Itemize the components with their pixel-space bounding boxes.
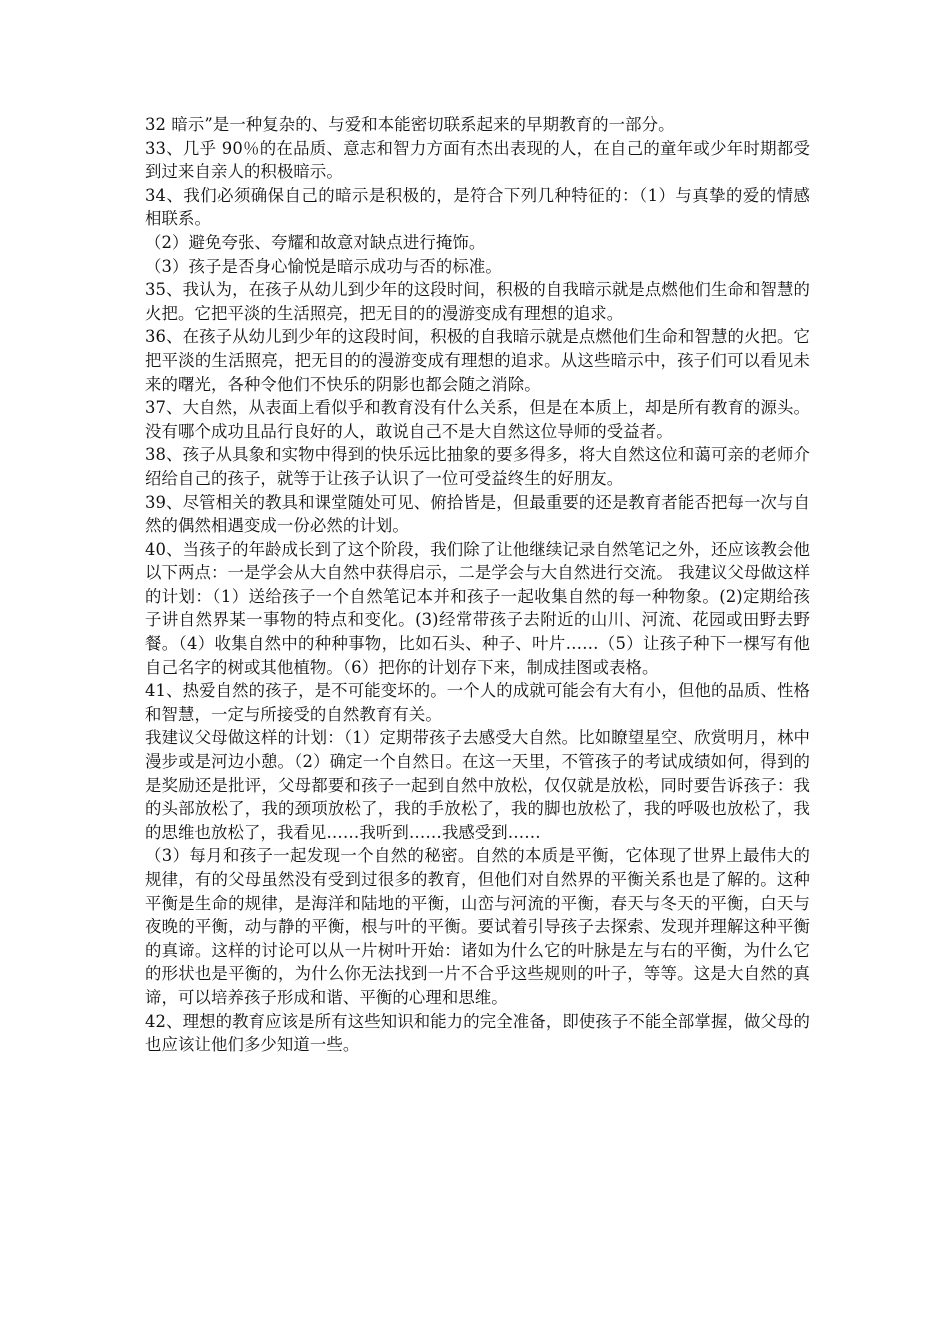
- paragraph-42: 42、理想的教育应该是所有这些知识和能力的完全准备，即使孩子不能全部掌握，做父母的也应该让他们多少知道一些。: [145, 1011, 810, 1055]
- paragraph-40: 40、当孩子的年龄成长到了这个阶段，我们除了让他继续记录自然笔记之外，还应该教会他以下两点：一是学会从大自然中获得启示，二是学会与大自然进行交流。 我建议父母做这样的计划：（1）送给孩子一个自然笔记本并和孩子一起收集自然的每一种物象。(2)定期给孩子讲自然界某一事物的特点和变化。(3)经常带孩子去附近的山川、河流、花园或田野去野餐。（4）收集自然中的种种事物，比如石头、种子、叶片……（5）让孩子种下一棵写有他自己名字的树或其他植物。（6）把你的计划存下来，制成挂图或表格。: [145, 539, 810, 677]
- paragraph-32: 32 暗示”是一种复杂的、与爱和本能密切联系起来的早期教育的一部分。: [145, 115, 675, 134]
- paragraph-38: 38、孩子从具象和实物中得到的快乐远比抽象的要多得多，将大自然这位和蔼可亲的老师介绍给自己的孩子，就等于让孩子认识了一位可受益终生的好朋友。: [145, 445, 810, 488]
- paragraph-35: 35、我认为，在孩子从幼儿到少年的这段时间，积极的自我暗示就是点燃他们生命和智慧的火把。它把平淡的生活照亮，把无目的的漫游变成有理想的追求。: [145, 280, 810, 323]
- paragraph-34-item-3: （3）孩子是否身心愉悦是暗示成功与否的标准。: [145, 256, 502, 276]
- paragraph-39: 39、尽管相关的教具和课堂随处可见、俯拾皆是，但最重要的还是教育者能否把每一次与自然的偶然相遇变成一份必然的计划。: [145, 492, 810, 536]
- paragraph-34-item-2: （2）避免夸张、夸耀和故意对缺点进行掩饰。: [145, 232, 486, 252]
- paragraph-41-item-3: （3）每月和孩子一起发现一个自然的秘密。自然的本质是平衡，它体现了世界上最伟大的规律，有的父母虽然没有受到过很多的教育，但他们对自然界的平衡关系也是了解的。这种平衡是生命的规律，是海洋和陆地的平衡，山峦与河流的平衡，春天与冬天的平衡，白天与夜晚的平衡，动与静的平衡，根与叶的平衡。要试着引导孩子去探索、发现并理解这种平衡的真谛。这样的讨论可以从一片树叶开始：诸如为什么它的叶脉是左与右的平衡，为什么它的形状也是平衡的，为什么你无法找到一片不合乎这些规则的叶子，等等。这是大自然的真谛，可以培养孩子形成和谐、平衡的心理和思维。: [145, 846, 810, 1007]
- paragraph-37: 37、大自然，从表面上看似乎和教育没有什么关系，但是在本质上，却是所有教育的源头。没有哪个成功且品行良好的人，敢说自己不是大自然这位导师的受益者。: [145, 398, 810, 441]
- paragraph-34: 34、我们必须确保自己的暗示是积极的，是符合下列几种特征的：（1）与真挚的爱的情感相联系。: [145, 185, 810, 229]
- document-body: [145, 113, 810, 1057]
- paragraph-33: 33、几乎 90％的在品质、意志和智力方面有杰出表现的人，在自己的童年或少年时期都受到过来自亲人的积极暗示。: [145, 138, 810, 182]
- paragraph-36: 36、在孩子从幼儿到少年的这段时间，积极的自我暗示就是点燃他们生命和智慧的火把。它把平淡的生活照亮，把无目的的漫游变成有理想的追求。从这些暗示中，孩子们可以看见未来的曙光，各种令他们不快乐的阴影也都会随之消除。: [145, 327, 810, 394]
- paragraph-41-plan: 我建议父母做这样的计划：（1）定期带孩子去感受大自然。比如瞭望星空、欣赏明月，林中漫步或是河边小憩。（2）确定一个自然日。在这一天里，不管孩子的考试成绩如何，得到的是奖励还是批评，父母都要和孩子一起到自然中放松，仅仅就是放松，同时要告诉孩子：我的头部放松了，我的颈项放松了，我的手放松了，我的脚也放松了，我的呼吸也放松了，我的思维也放松了，我看见……我听到……我感受到……: [145, 728, 810, 842]
- paragraph-41: 41、热爱自然的孩子，是不可能变坏的。一个人的成就可能会有大有小，但他的品质、性格和智慧，一定与所接受的自然教育有关。: [145, 681, 810, 724]
